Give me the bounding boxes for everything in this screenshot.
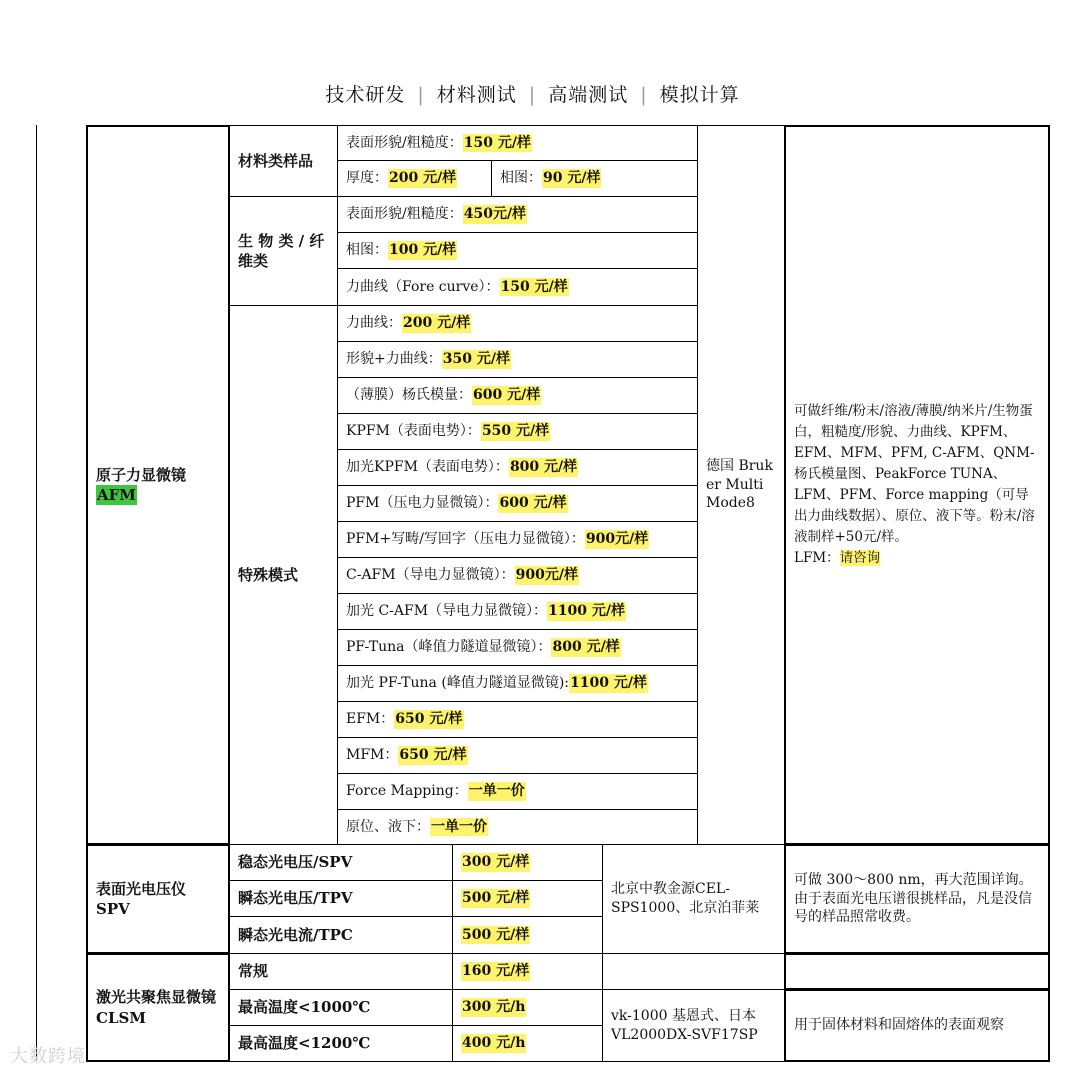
afm-row: 表面形貌/粗糙度： 450元/样: [337, 196, 698, 233]
tab-simulation[interactable]: 模拟计算: [659, 84, 740, 106]
afm-row: 加光 C-AFM（导电力显微镜）： 1100 元/样: [337, 593, 698, 630]
spv-item: 瞬态光电压/TPV: [229, 880, 453, 917]
spv-price: 300 元/样: [452, 844, 603, 881]
price: 1100 元/样: [570, 675, 647, 692]
clsm-name-cell: 激光共聚焦显微镜 CLSM: [86, 953, 230, 1062]
watermark: 大数跨境: [10, 1046, 86, 1067]
clsm-item: 最高温度<1000℃: [229, 989, 453, 1026]
afm-row: C-AFM（导电力显微镜）： 900元/样: [337, 557, 698, 594]
afm-note: 可做纤维/粉末/溶液/薄膜/纳米片/生物蛋白，粗糙度/形貌、力曲线、KPFM、EFM、MFM、PFM, C-AFM、QNM-杨氏模量图、PeakForce TUNA、LFM、PFM、Force mapping（可导出力曲线数据）、原位、液下等。粉末/溶液制样+50元/样。 LFM：请咨询: [784, 125, 1050, 845]
price: 450元/样: [463, 206, 527, 223]
afm-row: 相图： 90 元/样: [491, 160, 698, 197]
price: 200 元/样: [403, 315, 471, 332]
price: 一单一价: [468, 783, 525, 800]
afm-name: 原子力显微镜: [96, 465, 187, 484]
clsm-note-top: [784, 953, 1050, 990]
tab-separator: |: [640, 84, 648, 106]
price: 一单一价: [431, 818, 487, 835]
spv-equipment: 北京中教金源CEL-SPS1000、北京泊菲莱: [602, 844, 785, 954]
spv-price: 500 元/样: [452, 916, 603, 954]
clsm-equipment: vk-1000 基恩式、日本 VL2000DX-SVF17SP: [602, 989, 785, 1062]
afm-row: 形貌+力曲线： 350 元/样: [337, 341, 698, 378]
price: 550 元/样: [481, 423, 550, 440]
clsm-price: 400 元/h: [452, 1025, 603, 1062]
afm-row: MFM： 650 元/样: [337, 737, 698, 774]
afm-group-material: 材料类样品: [229, 125, 338, 197]
afm-row: KPFM（表面电势）： 550 元/样: [337, 413, 698, 450]
afm-row: Force Mapping： 一单一价: [337, 773, 698, 810]
price: 900元/样: [585, 531, 649, 548]
afm-row: PFM（压电力显微镜）： 600 元/样: [337, 485, 698, 522]
afm-row: 力曲线（Fore curve）： 150 元/样: [337, 268, 698, 306]
clsm-price: 160 元/样: [452, 953, 603, 990]
price: 90 元/样: [543, 170, 601, 187]
afm-name-cell: [86, 125, 230, 845]
afm-row: 力曲线： 200 元/样: [337, 305, 698, 342]
afm-row: EFM： 650 元/样: [337, 701, 698, 738]
afm-row: 原位、液下： 一单一价: [337, 809, 698, 845]
clsm-note: 用于固体材料和固熔体的表面观察: [784, 989, 1050, 1062]
price: 600 元/样: [473, 387, 541, 404]
price: 800 元/样: [509, 459, 578, 476]
spv-item: 瞬态光电流/TPC: [229, 916, 453, 954]
tab-separator: |: [417, 84, 425, 106]
afm-row: PF-Tuna（峰值力隧道显微镜）： 800 元/样: [337, 629, 698, 666]
spv-note: 可做 300～800 nm，再大范围详询。由于表面光电压谱很挑样品，凡是没信号的样品照常收费。: [784, 844, 1050, 954]
clsm-equipment-top: [602, 953, 785, 990]
tab-material-test[interactable]: 材料测试: [436, 84, 517, 106]
afm-equipment: 德国 Bruker MultiMode8: [697, 125, 785, 845]
spv-item: 稳态光电压/SPV: [229, 844, 453, 881]
lfm-consult: 请咨询: [839, 549, 881, 566]
clsm-item: 常规: [229, 953, 453, 990]
price: 200 元/样: [389, 170, 457, 187]
afm-row: 相图： 100 元/样: [337, 232, 698, 269]
tab-tech-rd[interactable]: 技术研发: [325, 84, 406, 106]
clsm-item: 最高温度<1200℃: [229, 1025, 453, 1062]
tab-high-end-test[interactable]: 高端测试: [548, 84, 629, 106]
afm-abbr: AFM: [97, 486, 136, 504]
afm-row: 加光 PF-Tuna (峰值力隧道显微镜): 1100 元/样: [337, 665, 698, 702]
afm-row: 厚度： 200 元/样: [337, 160, 492, 197]
afm-row: （薄膜）杨氏模量： 600 元/样: [337, 377, 698, 414]
afm-row: 加光KPFM（表面电势）： 800 元/样: [337, 449, 698, 486]
price: 150 元/样: [463, 134, 531, 151]
price: 1100 元/样: [548, 603, 626, 620]
afm-row: PFM+写畴/写回字（压电力显微镜）： 900元/样: [337, 521, 698, 558]
spv-price: 500 元/样: [452, 880, 603, 917]
price: 800 元/样: [552, 639, 620, 656]
tab-separator: |: [528, 84, 537, 106]
price: 100 元/样: [389, 242, 457, 259]
afm-group-special: 特殊模式: [229, 305, 338, 845]
price: 150 元/样: [500, 278, 568, 295]
price: 350 元/样: [442, 351, 510, 368]
afm-row: 表面形貌/粗糙度： 150 元/样: [337, 125, 698, 161]
price: 600 元/样: [499, 495, 567, 512]
clsm-price: 300 元/h: [452, 989, 603, 1026]
afm-group-bio: 生 物 类 / 纤维类: [229, 196, 338, 306]
price: 900元/样: [515, 567, 578, 584]
price: 650 元/样: [399, 747, 467, 764]
price: 650 元/样: [395, 711, 463, 728]
spv-name-cell: 表面光电压仪 SPV: [86, 844, 230, 954]
